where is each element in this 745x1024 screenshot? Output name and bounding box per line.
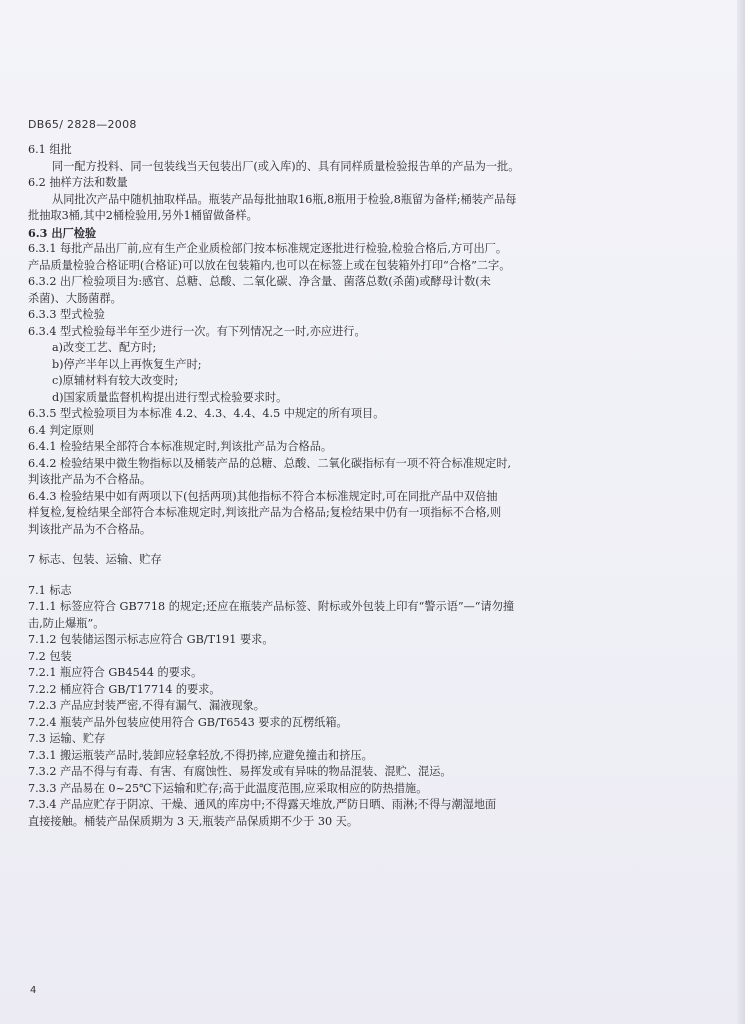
text-line: 判该批产品为不合格品。: [28, 522, 152, 536]
text-line: 6.4.3 检验结果中如有两项以下(包括两项)其他指标不符合本标准规定时,可在同批产品中双倍抽: [28, 489, 498, 503]
text-line: 直接接触。桶装产品保质期为 3 天,瓶装产品保质期不少于 30 天。: [28, 814, 359, 828]
text-line: 同一配方投料、同一包装线当天包装出厂(或入库)的、具有同样质量检验报告单的产品为一批。: [52, 159, 520, 173]
text-line: a)改变工艺、配方时;: [52, 341, 157, 354]
text-line: 判该批产品为不合格品。: [28, 473, 152, 486]
text-line: 击,防止爆瓶”。: [28, 616, 105, 630]
text-line: 6.2 抽样方法和数量: [28, 176, 128, 189]
text-line: 从同批次产品中随机抽取样品。瓶装产品每批抽取16瓶,8瓶用于检验,8瓶留为备样;桶装产品每: [52, 192, 517, 206]
text-line: 7.1 标志: [28, 583, 72, 597]
text-line: 样复检,复检结果全部符合本标准规定时,判该批产品为合格品;复检结果中仍有一项指标不合格,则: [28, 506, 502, 519]
text-line: 批抽取3桶,其中2桶检验用,另外1桶留做备样。: [28, 209, 258, 222]
text-line: 6.3.3 型式检验: [28, 308, 105, 321]
text-line: 7.3.4 产品应贮存于阴凉、干燥、通风的库房中;不得露天堆放,严防日晒、雨淋;不得与潮湿地面: [28, 798, 497, 811]
text-line: 7 标志、包装、运输、贮存: [28, 553, 162, 566]
text-line: 7.3.1 搬运瓶装产品时,装卸应轻拿轻放,不得扔摔,应避免撞击和挤压。: [28, 748, 373, 762]
text-line: 7.1.1 标签应符合 GB7718 的规定;还应在瓶装产品标签、附标或外包装上印有“警示语”—“请勿撞: [28, 600, 515, 613]
text-line: 杀菌)、大肠菌群。: [28, 291, 122, 305]
text-line: 7.2.2 桶应符合 GB/T17714 的要求。: [28, 682, 221, 696]
text-line: 7.3.3 产品易在 0~25℃下运输和贮存;高于此温度范围,应采取相应的防热措施。: [28, 781, 428, 795]
text-line: 6.4 判定原则: [28, 423, 95, 437]
page-edge-shadow: [737, 0, 745, 1024]
text-line: 6.1 组批: [28, 143, 72, 156]
text-line: 7.3.2 产品不得与有毒、有害、有腐蚀性、易挥发或有异味的物品混装、混贮、混运。: [28, 765, 452, 778]
page-number: 4: [30, 985, 37, 996]
text-line: 6.4.2 检验结果中微生物指标以及桶装产品的总糖、总酸、二氧化碳指标有一项不符合标准规定时,: [28, 456, 512, 470]
text-line: 7.2.1 瓶应符合 GB4544 的要求。: [28, 666, 203, 679]
text-line: 6.3.4 型式检验每半年至少进行一次。有下列情况之一时,亦应进行。: [28, 324, 366, 338]
text-line: d)国家质量监督机构提出进行型式检验要求时。: [52, 390, 288, 404]
text-line: 6.4.1 检验结果全部符合本标准规定时,判该批产品为合格品。: [28, 440, 333, 453]
text-line: 6.3.2 出厂检验项目为:感官、总糖、总酸、二氧化碳、净含量、菌落总数(杀菌)或酵母计数(未: [28, 275, 491, 288]
text-line: b)停产半年以上再恢复生产时;: [52, 357, 202, 371]
blank-spacer: [28, 538, 588, 552]
text-line: 6.3.1 每批产品出厂前,应有生产企业质检部门按本标准规定逐批进行检验,检验合格后,方可出厂。: [28, 242, 508, 255]
text-line: 7.3 运输、贮存: [28, 732, 106, 745]
text-line: 产品质量检验合格证明(合格证)可以放在包装箱内,也可以在标签上或在包装箱外打印“合格”二字。: [28, 258, 511, 272]
text-line: 7.2.4 瓶装产品外包装应使用符合 GB/T6543 要求的瓦楞纸箱。: [28, 715, 348, 729]
text-line: 7.2 包装: [28, 649, 72, 663]
document-body: [28, 142, 588, 830]
blank-spacer: [28, 569, 588, 583]
text-line: c)原辅材料有较大改变时;: [52, 374, 179, 387]
document-code: DB65/ 2828—2008: [28, 118, 137, 131]
text-line: 6.3.5 型式检验项目为本标准 4.2、4.3、4.4、4.5 中规定的所有项目。: [28, 407, 385, 420]
text-line: 7.2.3 产品应封装严密,不得有漏气、漏液现象。: [28, 699, 265, 712]
text-line: 6.3 出厂检验: [28, 225, 97, 240]
text-line: 7.1.2 包装储运图示标志应符合 GB/T191 要求。: [28, 633, 274, 646]
